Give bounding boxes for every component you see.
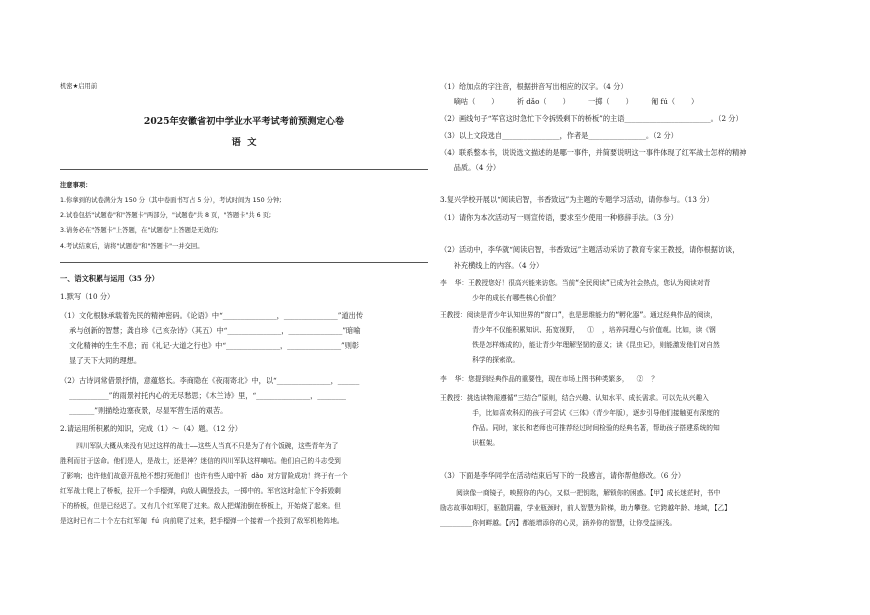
note-line: 4.考试结束后，请将"试题卷"和"答题卡"一并交回。: [60, 243, 204, 250]
q3-2: 补充横线上的内容。（4 分）: [440, 261, 544, 270]
q3-3: （3）下面是李华同学在活动结束后写下的一段感言，请你帮他修改。（6 分）: [440, 471, 686, 480]
passage-line: 了影响；也许他们故意开乱枪不想打死他们！也许有些人暗中祈 dǎo 对方冒险成功！终于有一个: [60, 472, 348, 480]
left-column: [60, 0, 428, 615]
essay-line: ________你何畔越。【丙】都能增添你的心灵，涵养你的智慧，让你受益匪浅。: [440, 519, 677, 527]
q2-item: （2）画线句子“军官这时急忙下令拆毁剩下的桥板”的主语________________________。（2 分）: [440, 114, 743, 123]
note-line: 3.请务必在"答题卡"上答题，在"试题卷"上答题是无效的;: [60, 227, 219, 234]
q1-line: _______”则描绘边塞夜景，尽显军营生活的艰苦。: [60, 406, 228, 415]
note-line: 2.试卷包括"试题卷"和"答题卡"两部分，"试题卷"共 8 页，"答题卡"共 6 页;: [60, 212, 272, 219]
dialog-line: 王教授：阅读是青少年认知世界的“窗口”，也是思维能力的“孵化器”。通过经典作品的阅读，: [440, 311, 717, 319]
dialog-line: 手，比如喜欢科幻的孩子可尝试《三体》（青少年版），逐步引导他们接触更有深度的: [440, 409, 720, 417]
notes-title: 注意事项：: [60, 182, 92, 189]
section1-heading: 一、语文积累与运用（35 分）: [60, 274, 159, 283]
essay-line: 阅读像一商镜子，映照你的内心，又似一把钥匙，解锁你的困惑。【甲】成长迷茫时，书中: [440, 489, 721, 497]
title-divider: [60, 169, 428, 170]
q1-line: ___________”的雨景衬托内心的无尽愁思；《木兰诗》里，“_______________，________: [60, 391, 347, 400]
dialog-line: 铁是怎样炼成的》，能让青少年理解坚韧的意义；读《昆虫记》，则能激发他们对自然: [440, 341, 720, 349]
dialog-line: 李 华：您提到经典作品的重要性，现在市场上图书种类繁多， ② ？: [440, 375, 659, 383]
q1-line: （1）文化根脉承载着先民的精神密码。《论语》中“_______________，_______________”道出传: [60, 311, 364, 320]
dialog-line: 青少年不仅能积累知识、拓宽视野， ① ，培养同理心与价值观。比如，读《钢: [440, 326, 716, 334]
dialog-line: 李 华：王教授您好！很高兴能来访您。当前“全民阅读”已成为社会热点，您认为阅读对青: [440, 279, 711, 287]
exam-title: 2025年安徽省初中学业水平考试考前预测定心卷: [143, 116, 345, 127]
q1-heading: 1.默写（10 分）: [60, 292, 115, 301]
note-line: 1.你拿到的试卷满分为 150 分（其中卷面书写占 5 分），考试时间为 150 分钟;: [60, 197, 282, 204]
subject-title: 语 文: [231, 137, 257, 148]
notes-divider: [60, 262, 428, 263]
q3-2: （2）活动中，李华就“阅读启智，书香致远”主题活动采访了教育专家王教授，请你根据访谈，: [440, 245, 740, 254]
passage-line: 是这时已有二十个左右红军匍 fú 向前爬了过来，把手榴弹一个接着一个投到了敌军机枪阵地。: [60, 517, 344, 525]
passage-line: 四川军队大概从来没有见过这样的战士——这些人当真不只是为了有个饭碗，这些青年为了: [60, 442, 339, 450]
passage-line: 胜利而甘于送命。他们是人，是战士，还是神？迷信的四川军队这样嘀咕。他们自己的斗志受到: [60, 457, 341, 465]
q3-1: （1）请你为本次活动写一则宣传语，要求至少使用一种修辞手法。（3 分）: [440, 213, 678, 222]
confidential-mark: 机密★启用前: [60, 83, 98, 90]
passage-line: 下的桥板，但是已经迟了。又有几个红军爬了过来。敌人把煤油倒在桥板上，开始烧了起来。但: [60, 502, 341, 510]
q1-line: （2）古诗词常借景抒情，意蕴悠长。李商隐在《夜雨寄北》中，以“_______________，______: [60, 376, 360, 385]
q1-line: 显了天下大同的理想。: [60, 356, 142, 365]
q2-item: （4）联系整本书，说说选文描述的是哪一事件，并简要说明这一事件体现了红军战士怎样的精神: [440, 148, 747, 157]
essay-line: 励志故事如明灯，驱散阴霾，学业瓶颈时，前人智慧为阶梯，助力攀登。它跨越年龄、地域，【乙】: [440, 504, 731, 512]
q3-heading: 3.复兴学校开展以“阅读启智，书香致远”为主题的专题学习活动，请你参与。（13 分）: [440, 195, 714, 204]
q2-item: 品质。（4 分）: [440, 163, 501, 172]
passage-line: 红军战士爬上了桥板，拉开一个手榴弹，向敌人碉堡投去，一掷中的。军官这时急忙下令拆毁剩: [60, 487, 341, 495]
q1-line: 文化精神的生生不息；而《礼记·大道之行也》中“_______________，_______________”则彰: [60, 341, 360, 350]
q2-item: （3）以上文段选自________________，作者是________________。（2 分）: [440, 131, 678, 140]
q2-item: 嘀咕（ ） 祈 dǎo（ ） 一掷（ ） 匍 fú（ ）: [440, 97, 699, 106]
dialog-line: 科学的探索欲。: [440, 356, 520, 364]
q2-item: （1）给加点的字注音，根据拼音写出相应的汉字。（4 分）: [440, 82, 628, 91]
dialog-line: 王教授：挑选读物需遵循“三结合”原则，结合兴趣、认知水平、成长需求。可以先从兴趣入: [440, 394, 709, 402]
dialog-line: 少年的成长有哪些核心价值？: [440, 294, 560, 302]
q1-line: 承与创新的智慧；龚自珍《己亥杂诗》（其五）中“_______________，_______________”暗喻: [60, 326, 361, 335]
q2-heading: 2.请运用所积累的知识，完成（1）～（4）题。（12 分）: [60, 424, 242, 433]
dialog-line: 作品。同时，家长和老师也可推荐经过时间检验的经典名著，帮助孩子搭建系统的知: [440, 424, 720, 432]
right-column: [440, 0, 815, 615]
dialog-line: 识框架。: [440, 439, 499, 447]
